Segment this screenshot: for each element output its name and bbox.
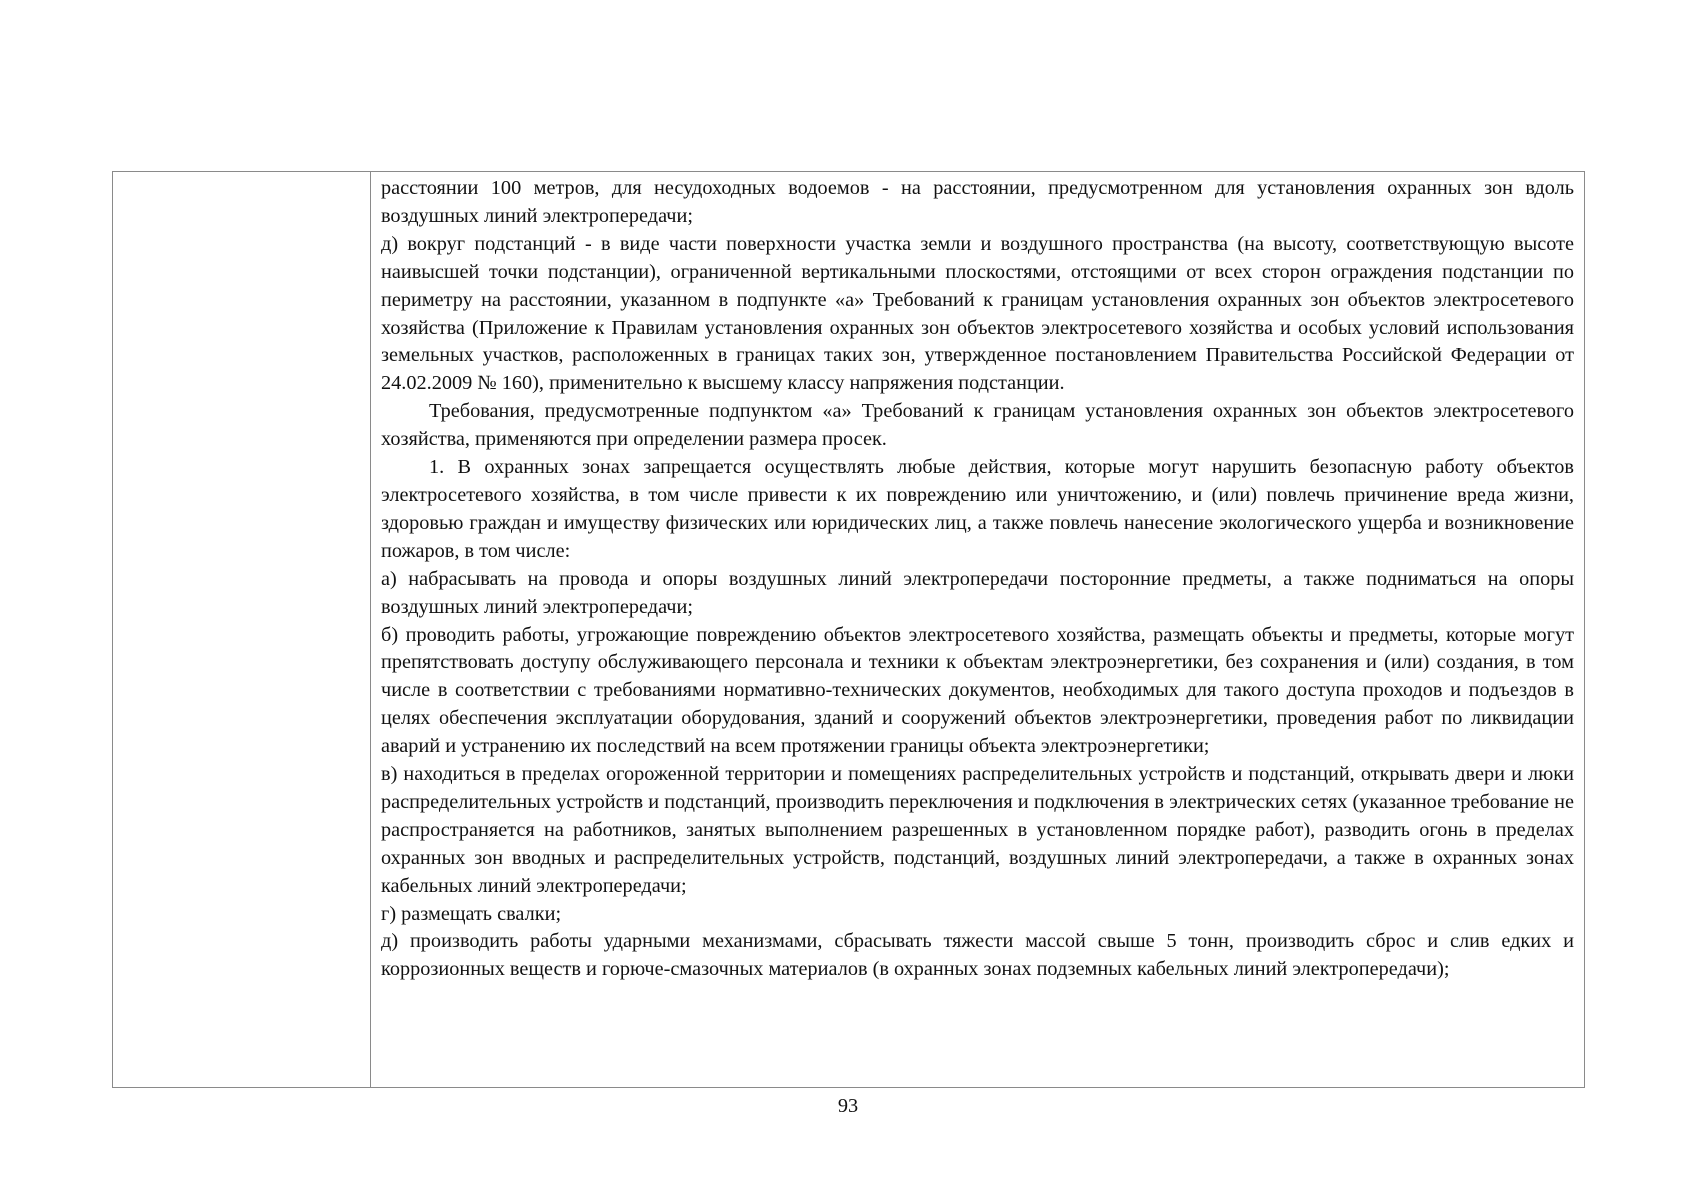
paragraph-item-d-substations: д) вокруг подстанций - в виде части поверхности участка земли и воздушного пространства (на высоту, соответствующую высоте наивысшей точки подстанции), ограниченной вертикальными плоскостями, отстоящими от всех сторон ограждения подстанции по периметру на расстоянии, указанном в подпункте «а» Требований к границам установления охранных зон объектов электросетевого хозяйства (Приложение к Правилам установления охранных зон объектов электросетевого хозяйства и особых условий использования земельных участков, расположенных в границах таких зон, утвержденное постановлением Правительства Российской Федерации от 24.02.2009 № 160), применительно к высшему классу напряжения подстанции. (381, 232, 1574, 395)
table-right-cell (371, 172, 1584, 1087)
document-table (112, 171, 1585, 1088)
paragraph-prohibitions-intro: 1. В охранных зонах запрещается осуществлять любые действия, которые могут нарушить безопасную работу объектов электросетевого хозяйства, в том числе привести к их повреждению или уничтожению, и (или) повлечь причинение вреда жизни, здоровью граждан и имуществу физических или юридических лиц, а также повлечь нанесение экологического ущерба и возникновение пожаров, в том числе: (381, 456, 1574, 562)
paragraph-distance-continuation: расстоянии 100 метров, для несудоходных водоемов - на расстоянии, предусмотренном для установления охранных зон вдоль воздушных линий электропередачи; (381, 177, 1574, 227)
table-left-cell (113, 172, 371, 1087)
paragraph-clearing-requirements: Требования, предусмотренные подпунктом «а» Требований к границам установления охранных зон объектов электросетевого хозяйства, применяются при определении размера просек. (381, 400, 1574, 451)
paragraph-item-a: а) набрасывать на провода и опоры воздушных линий электропередачи посторонние предметы, а также подниматься на опоры воздушных линий электропередачи; (381, 567, 1574, 618)
paragraph-item-g: г) размещать свалки; (381, 902, 562, 925)
paragraph-item-b: б) проводить работы, угрожающие повреждению объектов электросетевого хозяйства, размещать объекты и предметы, которые могут препятствовать доступу обслуживающего персонала и техники к объектам электроэнергетики, без сохранения и (или) создания, в том числе в соответствии с требованиями нормативно-технических документов, необходимых для такого доступа проходов и подъездов в целях обеспечения эксплуатации оборудования, зданий и сооружений объектов электроэнергетики, проведения работ по ликвидации аварий и устранению их последствий на всем протяжении границы объекта электроэнергетики; (381, 623, 1574, 758)
paragraph-item-v: в) находиться в пределах огороженной территории и помещениях распределительных устройств и подстанций, открывать двери и люки распределительных устройств и подстанций, производить переключения и подключения в электрических сетях (указанное требование не распространяется на работников, занятых выполнением разрешенных в установленном порядке работ), разводить огонь в пределах охранных зон вводных и распределительных устройств, подстанций, воздушных линий электропередачи, а также в охранных зонах кабельных линий электропередачи; (381, 763, 1574, 897)
paragraph-item-d-works: д) производить работы ударными механизмами, сбрасывать тяжести массой свыше 5 тонн, производить сброс и слив едких и коррозионных веществ и горюче-смазочных материалов (в охранных зонах подземных кабельных линий электропередачи); (381, 930, 1574, 981)
page-number: 93 (837, 1095, 859, 1117)
